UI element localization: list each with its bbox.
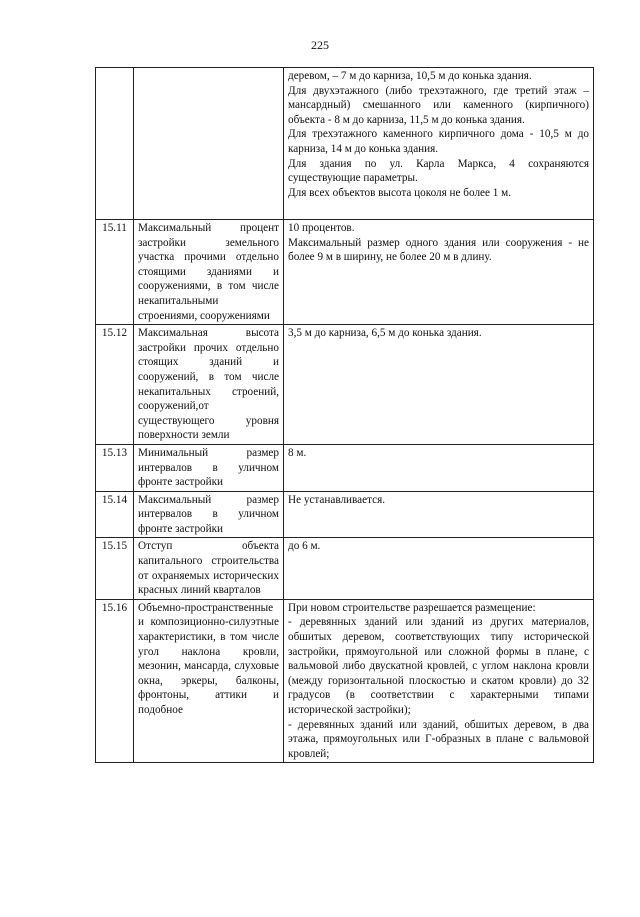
table-row: [96, 325, 594, 445]
value-paragraph: Для трехэтажного каменного кирпичного дома - 10,5 м до карниза, 14 м до конька здания.: [288, 128, 589, 155]
parameter-value: [284, 220, 594, 325]
row-number: 15.14: [96, 491, 134, 538]
value-paragraph: Для всех объектов высота цоколя не более 1 м.: [288, 186, 512, 199]
value-paragraph: Не устанавливается.: [288, 493, 386, 506]
parameter-name: Объемно-пространственные и композиционно-силуэтные характеристики, в том числе угол наклона кровли, мезонин, мансарда, слуховые окна, эркеры, балконы, фронтоны, аттики и подобное: [134, 599, 284, 763]
parameter-value: [284, 538, 594, 599]
page-number: 225: [311, 38, 329, 52]
parameter-name: Минимальный размер интервалов в уличном фронте застройки: [134, 444, 284, 491]
regulations-table: [95, 67, 594, 763]
value-paragraph: - деревянных зданий или зданий, обшитых деревом, в два этажа, прямоугольных или Г-образных в плане с вальмовой кровлей;: [288, 718, 589, 760]
parameter-name: Отступ объекта капитального строительства от охраняемых исторических красных линий кварталов: [134, 538, 284, 599]
value-paragraph: 3,5 м до карниза, 6,5 м до конька здания.: [288, 327, 482, 340]
value-paragraph: Для двухэтажного (либо трехэтажного, где третий этаж – мансардный) смешанного или каменного (кирпичного) объекта - 8 м до карниза, 11,5 м до конька здания.: [288, 84, 589, 126]
row-number: 15.13: [96, 444, 134, 491]
value-paragraph: - деревянных зданий или зданий из других материалов, обшитых деревом, соответствующих типу исторической застройки, прямоугольной или сложной формы в плане, с вальмовой либо двускатной кровлей, с углом наклона кровли (между горизонтальной плоскостью и скатом кровли) до 32 градусов (в соответствии с характерными типами исторической застройки);: [288, 616, 589, 716]
row-number: [96, 68, 134, 220]
parameter-value: [284, 599, 594, 763]
parameter-name: [134, 68, 284, 220]
table-row: [96, 220, 594, 325]
parameter-value: [284, 491, 594, 538]
row-number: 15.12: [96, 325, 134, 445]
value-paragraph: Для здания по ул. Карла Маркса, 4 сохраняются существующие параметры.: [288, 157, 589, 185]
value-paragraph: 8 м.: [288, 446, 307, 459]
value-paragraph: При новом строительстве разрешается размещение:: [288, 601, 536, 614]
value-paragraph: до 6 м.: [288, 540, 321, 553]
table-row: [96, 491, 594, 538]
parameter-name: Максимальный процент застройки земельного участка прочими отдельно стоящими зданиями и сооружениями, в том числе некапитальными строениями, сооружениями: [134, 220, 284, 325]
table-row: [96, 68, 594, 220]
parameter-value: [284, 444, 594, 491]
table-row: [96, 538, 594, 599]
row-number: 15.16: [96, 599, 134, 763]
table-row: [96, 444, 594, 491]
value-paragraph: Максимальный размер одного здания или сооружения - не более 9 м в ширину, не более 20 м в длину.: [288, 236, 589, 264]
table-row: [96, 599, 594, 763]
parameter-value: [284, 325, 594, 445]
value-paragraph: деревом, – 7 м до карниза, 10,5 м до конька здания.: [288, 70, 532, 82]
row-number: 15.15: [96, 538, 134, 599]
parameter-name: Максимальный размер интервалов в уличном фронте застройки: [134, 491, 284, 538]
parameter-value: [284, 68, 594, 220]
row-number: 15.11: [96, 220, 134, 325]
parameter-name: Максимальная высота застройки прочих отдельно стоящих зданий и сооружений, в том числе некапитальных строений, сооружений,от существующего уровня поверхности земли: [134, 325, 284, 445]
value-paragraph: 10 процентов.: [288, 222, 355, 234]
